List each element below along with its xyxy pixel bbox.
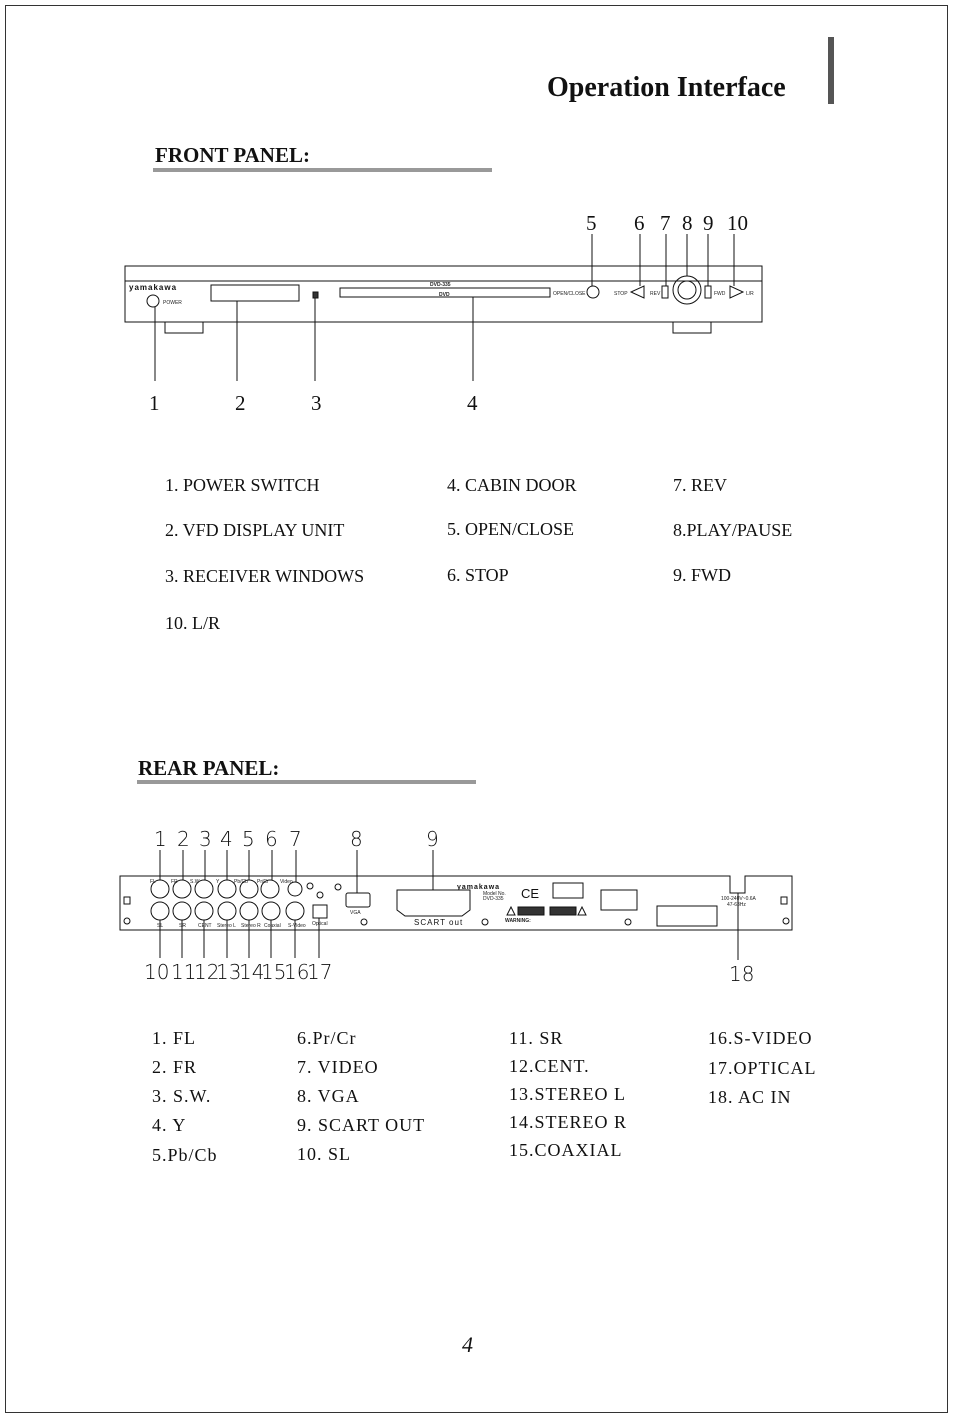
rear-legend-item: 15.COAXIAL xyxy=(509,1140,623,1160)
front-model-label: DVD-335 xyxy=(430,282,451,288)
rear-callout-7: 7 xyxy=(289,827,302,851)
rear-legend-item: 5.Pb/Cb xyxy=(152,1145,218,1165)
rear-heading-underline xyxy=(137,780,476,784)
front-panel-heading xyxy=(155,143,310,168)
rear-callout-10: 10 xyxy=(144,960,170,984)
front-legend-item: 10. L/R xyxy=(165,613,221,633)
rear-legend-item: 7. VIDEO xyxy=(297,1057,379,1077)
ac-rating-2: 47-63Hz xyxy=(727,902,746,908)
lr-label: L/R xyxy=(746,291,754,297)
rear-legend-item: 9. SCART OUT xyxy=(297,1115,426,1135)
rear-callout-15: 15 xyxy=(261,960,287,984)
rear-callout-1: 1 xyxy=(154,827,167,851)
rear-callout-18: 18 xyxy=(729,962,755,986)
label-optical: Optical xyxy=(312,921,328,927)
front-legend-item: 3. RECEIVER WINDOWS xyxy=(165,566,365,586)
rear-legend-item: 3. S.W. xyxy=(152,1086,212,1106)
label-coaxial: Coaxial xyxy=(264,923,281,929)
label-stereo-l: Stereo L xyxy=(217,923,236,929)
page-title: Operation Interface xyxy=(547,72,786,103)
header-accent-bar xyxy=(828,37,834,104)
front-callout-8: 8 xyxy=(682,211,693,235)
front-legend-item: 1. POWER SWITCH xyxy=(165,475,320,495)
front-callout-10: 10 xyxy=(727,211,748,235)
dvd-logo: DVD xyxy=(439,292,450,298)
rear-callout-12: 12 xyxy=(194,960,220,984)
rear-callout-14: 14 xyxy=(239,960,265,984)
rear-callout-13: 13 xyxy=(216,960,242,984)
rear-legend-item: 13.STEREO L xyxy=(509,1084,626,1104)
front-legend-item: 4. CABIN DOOR xyxy=(447,475,577,495)
rev-label: REV xyxy=(650,291,661,297)
label-svideo: S-Video xyxy=(288,923,306,929)
front-legend-item: 7. REV xyxy=(673,475,727,495)
rear-brand-logo: yamakawa xyxy=(457,884,501,891)
front-callout-2: 2 xyxy=(235,391,246,415)
rear-panel-heading xyxy=(138,756,279,781)
front-heading-underline xyxy=(153,168,492,172)
label-sl: SL xyxy=(157,923,164,929)
ac-rating-1: 100-240V~0.6A xyxy=(721,896,756,902)
label-sw: S.W xyxy=(190,879,200,885)
rear-callout-16: 16 xyxy=(284,960,310,984)
rear-callout-17: 17 xyxy=(307,960,333,984)
rear-legend-item: 10. SL xyxy=(297,1144,352,1164)
label-cent: CENT xyxy=(198,923,212,929)
rear-legend-item: 17.OPTICAL xyxy=(708,1058,817,1078)
label-vga: VGA xyxy=(350,910,361,916)
rear-callout-6: 6 xyxy=(265,827,278,851)
label-fr: FR xyxy=(171,879,178,885)
rear-callout-3: 3 xyxy=(199,827,212,851)
label-pr: Pr/Cr xyxy=(257,879,269,885)
front-callout-4: 4 xyxy=(467,391,478,415)
front-panel-heading-text: FRONT PANEL: xyxy=(155,143,310,167)
rear-legend-item: 4. Y xyxy=(152,1115,187,1135)
rear-callout-2: 2 xyxy=(177,827,190,851)
label-pb: Pb/Cb xyxy=(234,879,248,885)
open-close-label: OPEN/CLOSE xyxy=(553,291,586,297)
rear-model-number: DVD-335 xyxy=(483,896,504,902)
power-label: POWER xyxy=(163,300,182,306)
rear-callout-9: 9 xyxy=(426,827,439,851)
rear-legend-item: 6.Pr/Cr xyxy=(297,1028,357,1048)
label-video: Video xyxy=(280,879,293,885)
rear-legend-item: 11. SR xyxy=(509,1028,564,1048)
front-legend-item: 9. FWD xyxy=(673,565,731,585)
rear-legend-item: 1. FL xyxy=(152,1028,197,1048)
rear-callout-8: 8 xyxy=(350,827,363,851)
rear-callout-5: 5 xyxy=(242,827,255,851)
rear-legend-item: 18. AC IN xyxy=(708,1087,792,1107)
front-legend-item: 6. STOP xyxy=(447,565,509,585)
front-callout-7: 7 xyxy=(660,211,671,235)
rear-callout-4: 4 xyxy=(220,827,233,851)
ce-mark: CE xyxy=(521,886,540,901)
rear-legend-item: 14.STEREO R xyxy=(509,1112,628,1132)
rear-legend-item: 16.S-VIDEO xyxy=(708,1028,813,1048)
page-border xyxy=(5,5,948,1413)
label-scart: SCART out xyxy=(414,918,464,927)
front-legend-item: 8.PLAY/PAUSE xyxy=(673,520,793,540)
label-y: Y xyxy=(216,879,220,885)
front-callout-3: 3 xyxy=(311,391,322,415)
rear-model-label: Model No. xyxy=(483,891,506,897)
front-callout-5: 5 xyxy=(586,211,597,235)
front-legend-item: 2. VFD DISPLAY UNIT xyxy=(165,520,345,540)
warning-label: WARNING: xyxy=(505,918,531,924)
front-brand-logo: yamakawa xyxy=(129,283,178,292)
front-callout-9: 9 xyxy=(703,211,714,235)
front-callout-1: 1 xyxy=(149,391,160,415)
stop-label: STOP xyxy=(614,291,628,297)
label-fl: FL xyxy=(150,879,156,885)
rear-legend-item: 8. VGA xyxy=(297,1086,360,1106)
label-sr: SR xyxy=(179,923,186,929)
label-stereo-r: Stereo R xyxy=(241,923,261,929)
front-callout-6: 6 xyxy=(634,211,645,235)
rear-legend-item: 12.CENT. xyxy=(509,1056,590,1076)
rear-legend-item: 2. FR xyxy=(152,1057,198,1077)
fwd-label: FWD xyxy=(714,291,726,297)
rear-panel-heading-text: REAR PANEL: xyxy=(138,756,280,780)
page-number: 4 xyxy=(462,1332,473,1357)
rear-callout-11: 11 xyxy=(171,960,197,984)
front-legend-item: 5. OPEN/CLOSE xyxy=(447,519,575,539)
